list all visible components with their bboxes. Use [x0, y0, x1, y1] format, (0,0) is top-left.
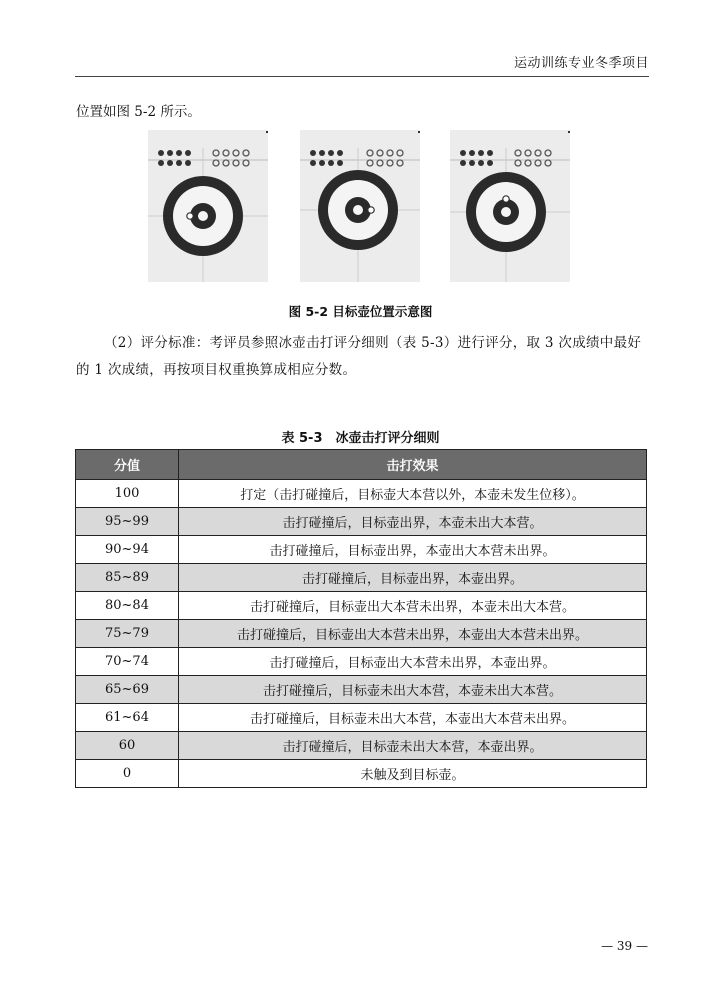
- effect-cell: 击打碰撞后，目标壶出大本营未出界，本壶出界。: [179, 648, 647, 676]
- table-row: [76, 480, 647, 508]
- score-cell: 75~79: [76, 620, 179, 648]
- curling-house-diagram-3: [450, 130, 570, 282]
- intro-text: 位置如图 5-2 所示。: [76, 104, 201, 120]
- table-row: [76, 508, 647, 536]
- running-header: 运动训练专业冬季项目: [513, 56, 649, 71]
- figure-caption: 图 5-2 目标壶位置示意图: [288, 304, 433, 319]
- score-cell: 61~64: [76, 704, 179, 732]
- effect-cell: 击打碰撞后，目标壶未出大本营，本壶出大本营未出界。: [179, 704, 647, 732]
- table-row: [76, 620, 647, 648]
- header-divider: [75, 76, 649, 77]
- table-row: [76, 648, 647, 676]
- scoring-table: [75, 449, 647, 788]
- figure-panel-1: [148, 130, 268, 282]
- curling-house-diagram-2: [300, 130, 420, 282]
- score-cell: 65~69: [76, 676, 179, 704]
- score-cell: 70~74: [76, 648, 179, 676]
- target-stone-figure: [148, 130, 578, 285]
- figure-panel-2: [300, 130, 420, 282]
- table-header-row: [76, 450, 647, 480]
- score-cell: 90~94: [76, 536, 179, 564]
- effect-cell: 击打碰撞后，目标壶出大本营未出界，本壶未出大本营。: [179, 592, 647, 620]
- table-title: 表 5-3 冰壶击打评分细则: [281, 431, 440, 446]
- column-header-effect: 击打效果: [179, 450, 647, 480]
- score-cell: 0: [76, 760, 179, 788]
- table-row: [76, 732, 647, 760]
- score-cell: 100: [76, 480, 179, 508]
- score-cell: 80~84: [76, 592, 179, 620]
- effect-cell: 击打碰撞后，目标壶未出大本营，本壶出界。: [179, 732, 647, 760]
- table-row: [76, 760, 647, 788]
- figure-panel-3: [450, 130, 570, 282]
- effect-cell: 打定（击打碰撞后，目标壶大本营以外，本壶未发生位移）。: [179, 480, 647, 508]
- effect-cell: 击打碰撞后，目标壶出界，本壶未出大本营。: [179, 508, 647, 536]
- score-cell: 85~89: [76, 564, 179, 592]
- effect-cell: 击打碰撞后，目标壶未出大本营，本壶未出大本营。: [179, 676, 647, 704]
- scoring-paragraph: （2）评分标准：考评员参照冰壶击打评分细则（表 5-3）进行评分，取 3 次成绩中最好的 1 次成绩，再按项目权重换算成相应分数。: [76, 335, 642, 378]
- effect-cell: 击打碰撞后，目标壶出界，本壶出界。: [179, 564, 647, 592]
- table-row: [76, 564, 647, 592]
- effect-cell: 未触及到目标壶。: [179, 760, 647, 788]
- score-cell: 95~99: [76, 508, 179, 536]
- curling-house-diagram-1: [148, 130, 268, 282]
- table-row: [76, 704, 647, 732]
- column-header-score: 分值: [76, 450, 179, 480]
- score-cell: 60: [76, 732, 179, 760]
- table-row: [76, 536, 647, 564]
- table-row: [76, 676, 647, 704]
- effect-cell: 击打碰撞后，目标壶出大本营未出界，本壶出大本营未出界。: [179, 620, 647, 648]
- page-number: — 39 —: [601, 939, 648, 953]
- effect-cell: 击打碰撞后，目标壶出界，本壶出大本营未出界。: [179, 536, 647, 564]
- table-row: [76, 592, 647, 620]
